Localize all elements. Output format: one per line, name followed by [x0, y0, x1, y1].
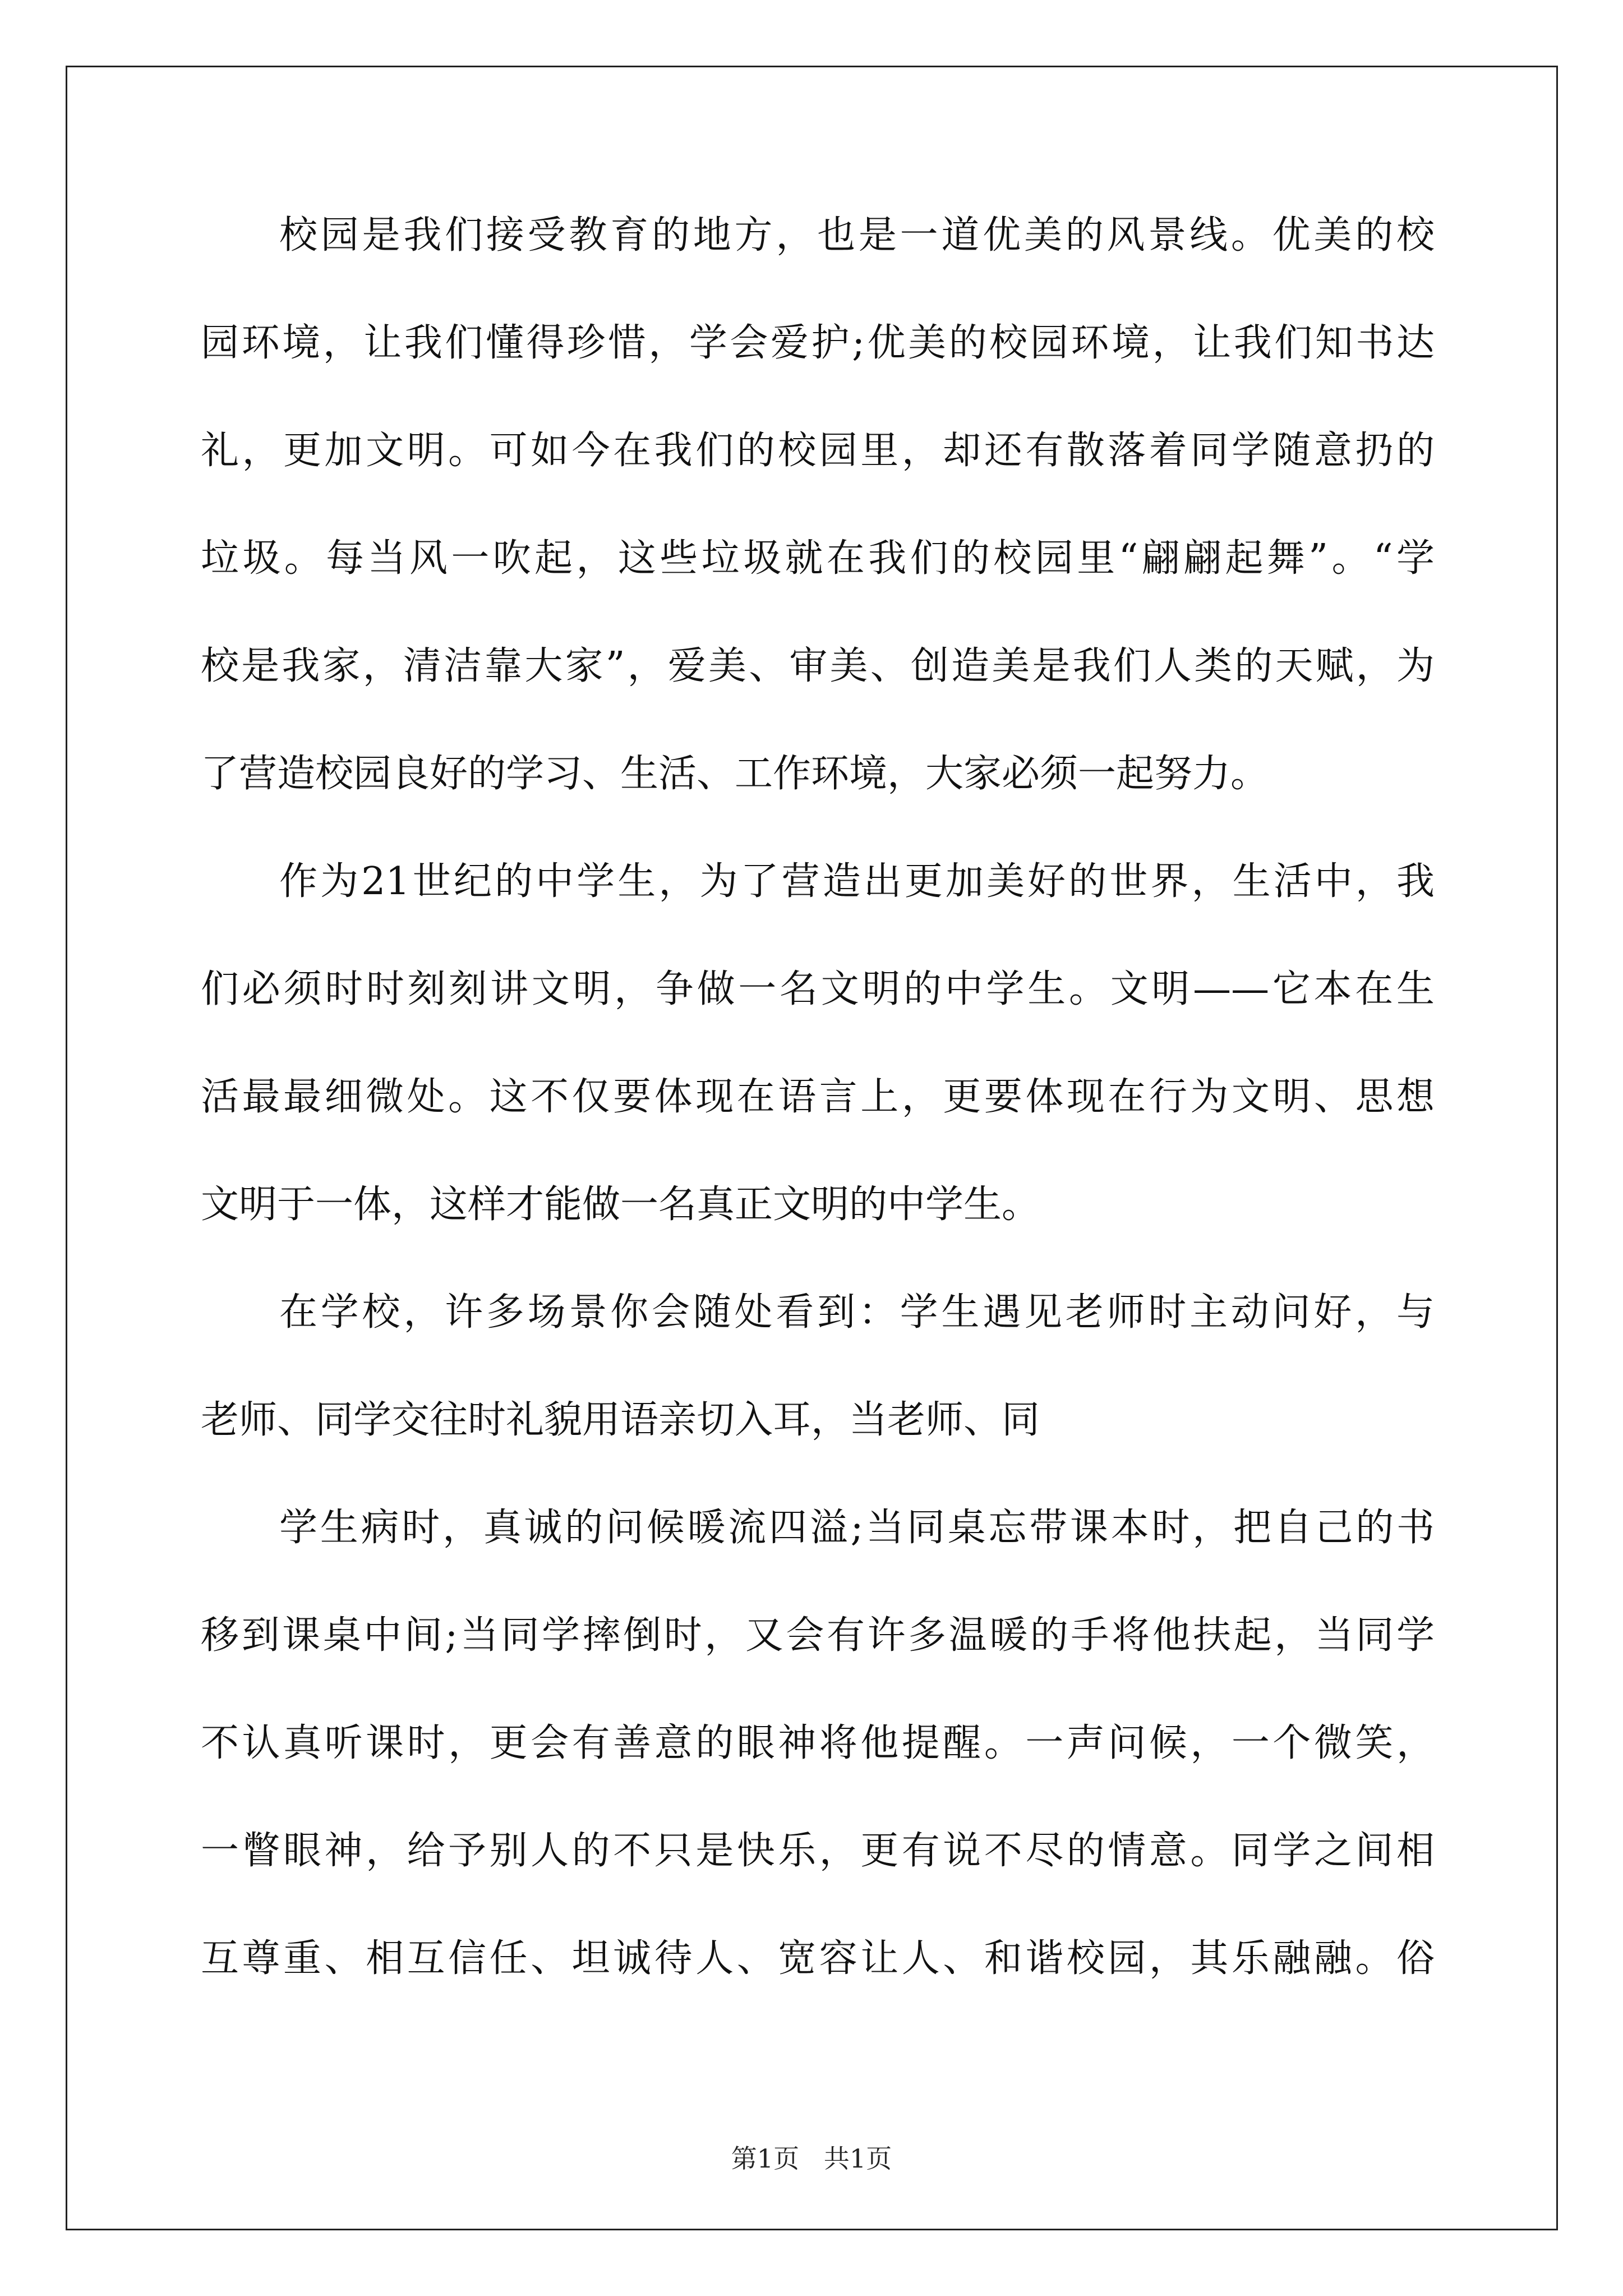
text-line: 互尊重、相互信任、坦诚待人、宽容让人、和谐校园，其乐融融。俗: [201, 1936, 1435, 1981]
text-line: 们必须时时刻刻讲文明，争做一名文明的中学生。文明——它本在生: [201, 967, 1435, 1011]
text-line: 不认真听课时，更会有善意的眼神将他提醒。一声问候，一个微笑，: [201, 1721, 1435, 1765]
text-line: 移到课桌中间;当同学摔倒时，又会有许多温暖的手将他扶起，当同学: [201, 1613, 1435, 1658]
text-line: 学生病时，真诚的问候暖流四溢;当同桌忘带课本时，把自己的书: [279, 1506, 1435, 1550]
text-line: 园环境，让我们懂得珍惜，学会爱护;优美的校园环境，让我们知书达: [201, 321, 1435, 365]
text-line: 一瞥眼神，给予别人的不只是快乐，更有说不尽的情意。同学之间相: [201, 1829, 1435, 1873]
text-line: 校园是我们接受教育的地方，也是一道优美的风景线。优美的校: [279, 213, 1435, 257]
text-line: 了营造校园良好的学习、生活、工作环境，大家必须一起努力。: [201, 752, 1269, 796]
text-line: 活最最细微处。这不仅要体现在语言上，更要体现在行为文明、思想: [201, 1075, 1435, 1119]
text-line: 校是我家，清洁靠大家”，爱美、审美、创造美是我们人类的天赋，为: [201, 644, 1435, 688]
text-line: 礼，更加文明。可如今在我们的校园里，却还有散落着同学随意扔的: [201, 429, 1435, 473]
text-line: 在学校，许多场景你会随处看到：学生遇见老师时主动问好，与: [279, 1290, 1435, 1335]
document-body: [201, 208, 1435, 2039]
text-line: 作为21世纪的中学生，为了营造出更加美好的世界，生活中，我: [279, 859, 1435, 904]
text-line: 垃圾。每当风一吹起，这些垃圾就在我们的校园里“翩翩起舞”。“学: [201, 536, 1435, 581]
text-line: 文明于一体，这样才能做一名真正文明的中学生。: [201, 1182, 1040, 1227]
page-number-footer: 第1页 共1页: [731, 2143, 892, 2174]
text-line: 老师、同学交往时礼貌用语亲切入耳，当老师、同: [201, 1398, 1040, 1442]
